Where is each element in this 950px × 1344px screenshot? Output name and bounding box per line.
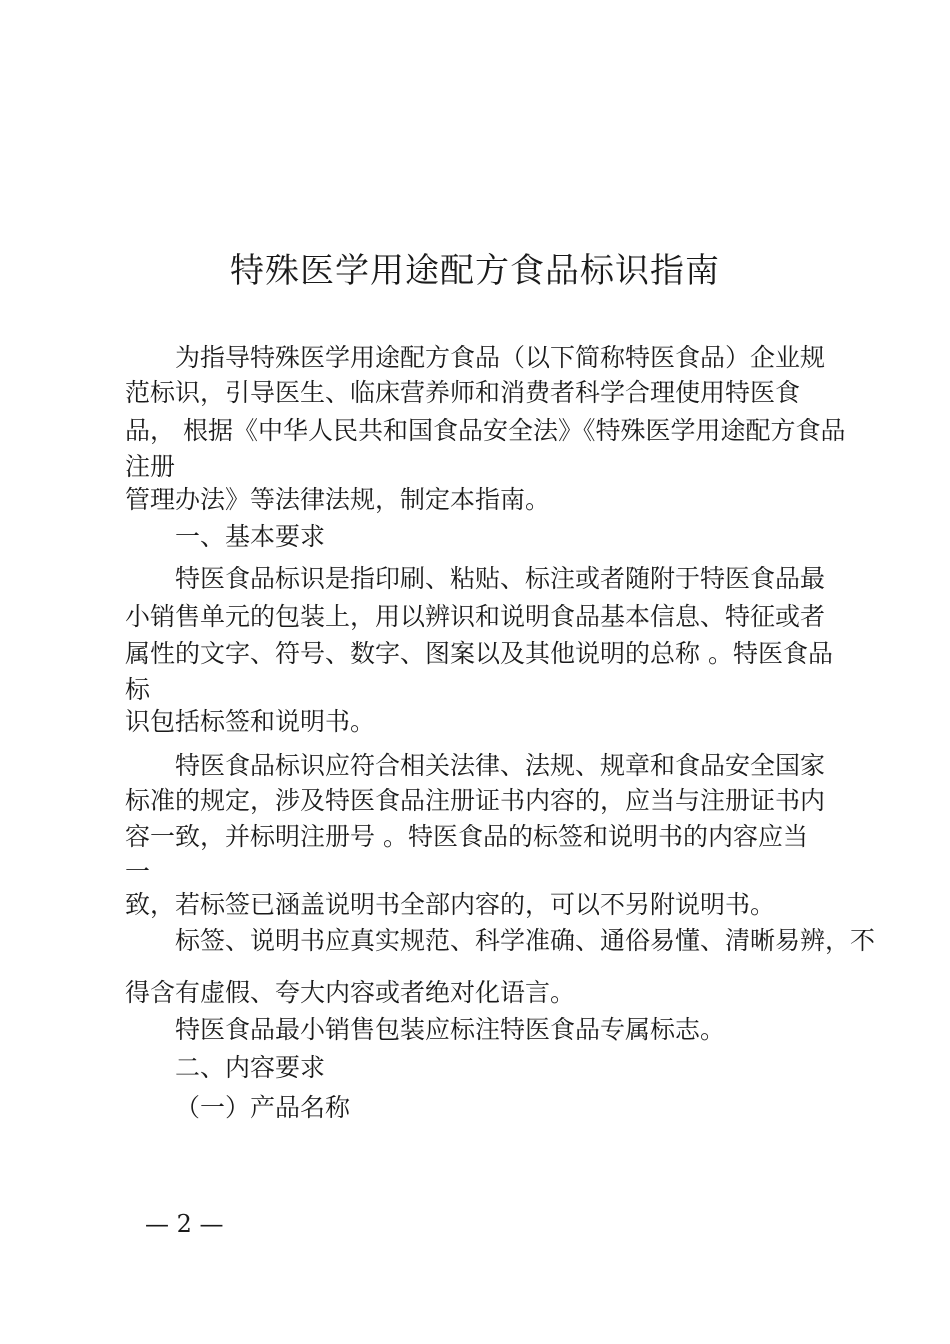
paragraph-line: 容一致，并标明注册号 。特医食品的标签和说明书的内容应当 — [125, 822, 808, 851]
document-title: 特殊医学用途配方食品标识指南 — [230, 251, 720, 291]
paragraph-line: 注册 — [125, 452, 176, 481]
paragraph-line: 一 — [125, 857, 151, 886]
paragraph-line: 小销售单元的包装上，用以辨识和说明食品基本信息、特征或者 — [125, 602, 826, 631]
paragraph-line: 为指导特殊医学用途配方食品（以下简称特医食品）企业规 — [175, 343, 826, 372]
paragraph-line: 致，若标签已涵盖说明书全部内容的，可以不另附说明书。 — [125, 890, 776, 919]
paragraph-line: 范标识，引导医生、临床营养师和消费者科学合理使用特医食 — [125, 378, 801, 407]
paragraph-line: 特医食品标识应符合相关法律、法规、规章和食品安全国家 — [175, 751, 826, 780]
paragraph-line: 特医食品最小销售包装应标注特医食品专属标志。 — [175, 1015, 726, 1044]
paragraph-line: 标签、说明书应真实规范、科学准确、通俗易懂、清晰易辨，不 — [175, 926, 876, 955]
paragraph-line: 品， 根据《中华人民共和国食品安全法》《特殊医学用途配方食品 — [125, 416, 846, 445]
subsection-heading: （一）产品名称 — [175, 1093, 351, 1122]
paragraph-line: 得含有虚假、夸大内容或者绝对化语言。 — [125, 978, 576, 1007]
paragraph-line: 标 — [125, 675, 151, 704]
paragraph-line: 特医食品标识是指印刷、粘贴、标注或者随附于特医食品最 — [175, 564, 826, 593]
section-heading: 一、基本要求 — [175, 522, 326, 551]
paragraph-line: 管理办法》等法律法规，制定本指南。 — [125, 485, 551, 514]
section-heading: 二、内容要求 — [175, 1053, 326, 1082]
paragraph-line: 属性的文字、符号、数字、图案以及其他说明的总称 。特医食品 — [125, 639, 833, 668]
page-number: — 2 — — [145, 1210, 224, 1238]
paragraph-line: 标准的规定，涉及特医食品注册证书内容的，应当与注册证书内 — [125, 786, 826, 815]
paragraph-line: 识包括标签和说明书。 — [125, 707, 376, 736]
